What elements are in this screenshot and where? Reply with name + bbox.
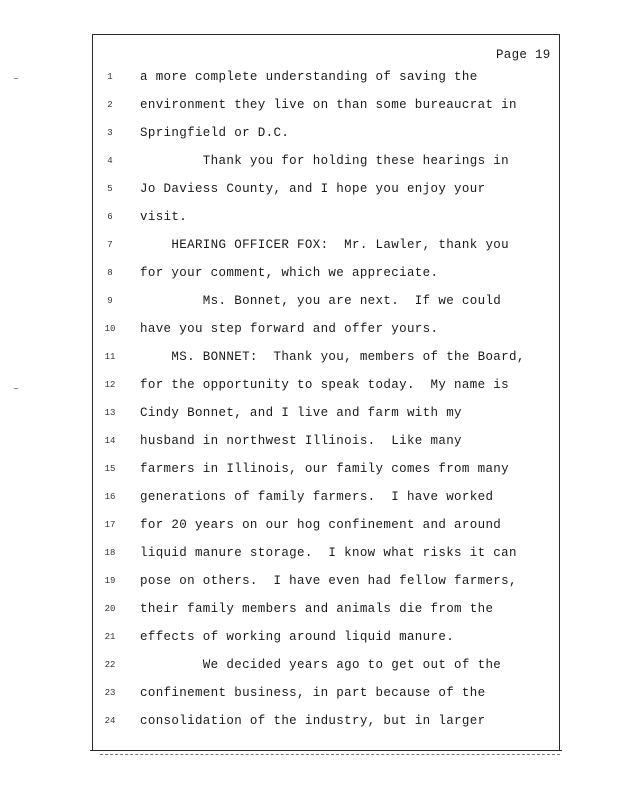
- line-number: 7: [107, 240, 113, 250]
- scan-margin-mark: [14, 388, 18, 389]
- page-bottom-rule: [90, 750, 562, 751]
- line-number: 16: [104, 492, 116, 502]
- transcript-line: Cindy Bonnet, and I live and farm with my: [140, 406, 462, 420]
- line-number: 22: [104, 660, 116, 670]
- transcript-line: have you step forward and offer yours.: [140, 322, 439, 336]
- line-number: 12: [104, 380, 116, 390]
- transcript-line: effects of working around liquid manure.: [140, 630, 455, 644]
- line-number: 2: [107, 100, 113, 110]
- transcript-line: environment they live on than some bureaucrat in: [140, 98, 517, 112]
- line-number: 17: [104, 520, 116, 530]
- line-number: 10: [104, 324, 116, 334]
- line-number: 24: [104, 716, 116, 726]
- transcript-line: consolidation of the industry, but in larger: [140, 714, 486, 728]
- line-number: 20: [104, 604, 116, 614]
- line-number: 21: [104, 632, 116, 642]
- line-number: 18: [104, 548, 116, 558]
- line-number: 14: [104, 436, 116, 446]
- line-number: 11: [104, 352, 116, 362]
- transcript-line: a more complete understanding of saving the: [140, 70, 478, 84]
- transcript-line: for the opportunity to speak today. My name is: [140, 378, 510, 392]
- line-number: 1: [107, 72, 113, 82]
- line-number: 4: [107, 156, 113, 166]
- transcript-line: their family members and animals die from the: [140, 602, 494, 616]
- transcript-line: farmers in Illinois, our family comes from many: [140, 462, 510, 476]
- scan-margin-mark: [14, 78, 18, 79]
- line-number: 19: [104, 576, 116, 586]
- transcript-line: Springfield or D.C.: [140, 126, 290, 140]
- line-number: 3: [107, 128, 113, 138]
- line-number: 15: [104, 464, 116, 474]
- transcript-line: MS. BONNET: Thank you, members of the Board,: [140, 350, 525, 364]
- transcript-line: HEARING OFFICER FOX: Mr. Lawler, thank you: [140, 238, 510, 252]
- transcript-line: liquid manure storage. I know what risks it can: [140, 546, 517, 560]
- line-number: 13: [104, 408, 116, 418]
- transcript-line: We decided years ago to get out of the: [140, 658, 502, 672]
- page-footer-rule: [100, 754, 560, 755]
- transcript-line: for your comment, which we appreciate.: [140, 266, 439, 280]
- transcript-line: Jo Daviess County, and I hope you enjoy your: [140, 182, 486, 196]
- line-number: 23: [104, 688, 116, 698]
- line-number: 8: [107, 268, 113, 278]
- page-number: Page 19: [496, 48, 551, 62]
- line-number: 9: [107, 296, 113, 306]
- transcript-line: pose on others. I have even had fellow farmers,: [140, 574, 517, 588]
- line-number: 5: [107, 184, 113, 194]
- transcript-line: generations of family farmers. I have worked: [140, 490, 494, 504]
- transcript-line: Thank you for holding these hearings in: [140, 154, 510, 168]
- line-number: 6: [107, 212, 113, 222]
- transcript-line: Ms. Bonnet, you are next. If we could: [140, 294, 502, 308]
- transcript-line: visit.: [140, 210, 188, 224]
- transcript-line: husband in northwest Illinois. Like many: [140, 434, 462, 448]
- transcript-line: confinement business, in part because of the: [140, 686, 486, 700]
- transcript-line: for 20 years on our hog confinement and around: [140, 518, 502, 532]
